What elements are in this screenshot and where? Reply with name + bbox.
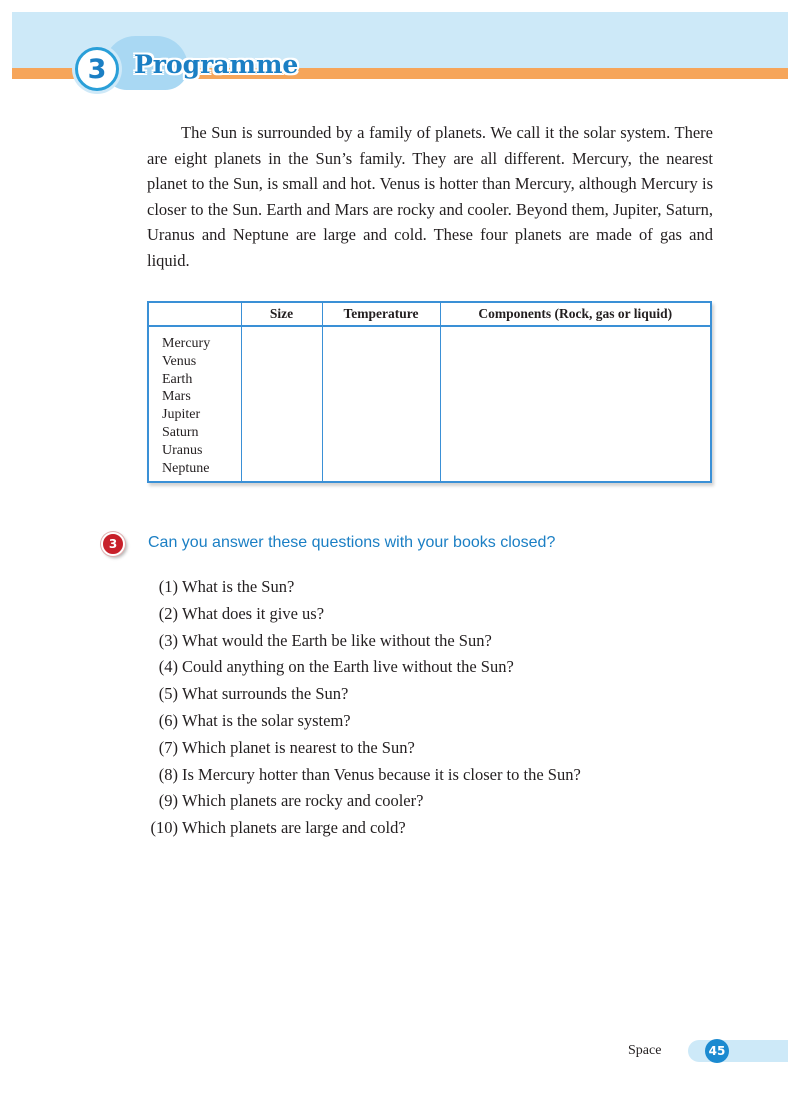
planet-item: Mercury (162, 336, 211, 351)
planet-item: Mars (162, 389, 191, 405)
question-number: (1) (158, 577, 178, 596)
question-number: (3) (158, 630, 178, 650)
question-text: Which planets are rocky and cooler? (182, 791, 424, 811)
question-item (145, 681, 581, 708)
size-answer-cell[interactable] (241, 326, 322, 481)
planet-names-cell (149, 326, 241, 481)
question-item (145, 815, 581, 842)
footer-unit-label: Space (628, 1043, 662, 1058)
question-number: (7) (158, 737, 178, 757)
question-item (145, 735, 581, 762)
temperature-answer-cell[interactable] (322, 326, 440, 481)
table-header-row (149, 303, 710, 326)
planet-item: Saturn (162, 424, 199, 440)
header-cell-size: Size (241, 303, 322, 326)
question-number: (4) (158, 657, 178, 677)
header-cell-temperature: Temperature (322, 303, 440, 326)
question-list (145, 574, 581, 842)
question-item (145, 788, 581, 815)
question-number: (6) (158, 710, 178, 730)
question-text: What is the solar system? (182, 710, 351, 730)
question-text: Could anything on the Earth live without the Sun? (182, 657, 514, 677)
components-answer-cell[interactable] (440, 326, 710, 481)
question-item (145, 708, 581, 735)
question-item (145, 601, 581, 628)
planet-item: Uranus (162, 442, 203, 458)
planet-item: Jupiter (162, 407, 201, 423)
header-cell-blank (149, 303, 241, 326)
question-text: What does it give us? (182, 603, 325, 623)
planet-table (147, 301, 712, 483)
question-number: (8) (158, 764, 178, 784)
reading-passage: The Sun is surrounded by a family of planets. We call it the solar system. There are eight planets in the Sun’s family. They are all different. Mercury, the nearest planet to the Sun, is small and hot. Venus is hotter than Mercury, although Mercury is closer to the Sun. Earth and Mars are rocky and cooler. Beyond them, Jupiter, Saturn, Uranus and Neptune are large and cold. These four planets are made of gas and liquid. (147, 123, 713, 270)
question-text: Which planet is nearest to the Sun? (182, 737, 415, 757)
planet-item: Earth (162, 371, 193, 387)
planet-item: Venus (162, 353, 197, 369)
section-number: 3 (75, 47, 119, 91)
question-number: (10) (150, 818, 178, 838)
question-number: (5) (158, 684, 178, 704)
exercise-heading: Can you answer these questions with your books closed? (148, 534, 556, 551)
question-item (145, 654, 581, 681)
question-number: (9) (158, 791, 178, 811)
question-text: What is the Sun? (182, 577, 295, 596)
exercise-badge: 3 (101, 532, 125, 556)
question-text: What surrounds the Sun? (182, 684, 349, 704)
question-number: (2) (158, 603, 178, 623)
question-text: Which planets are large and cold? (182, 818, 406, 838)
question-item (145, 574, 581, 601)
footer-tab (688, 1040, 788, 1062)
question-item (145, 628, 581, 655)
header-cell-components: Components (Rock, gas or liquid) (440, 303, 710, 326)
page-number: 45 (705, 1039, 729, 1063)
question-text: Is Mercury hotter than Venus because it is closer to the Sun? (182, 764, 581, 784)
planet-list (149, 327, 241, 477)
table-row (149, 326, 710, 481)
question-text: What would the Earth be like without the Sun? (182, 630, 492, 650)
planet-item: Neptune (162, 460, 210, 476)
page-title: Programme (134, 50, 299, 79)
question-item (145, 762, 581, 789)
